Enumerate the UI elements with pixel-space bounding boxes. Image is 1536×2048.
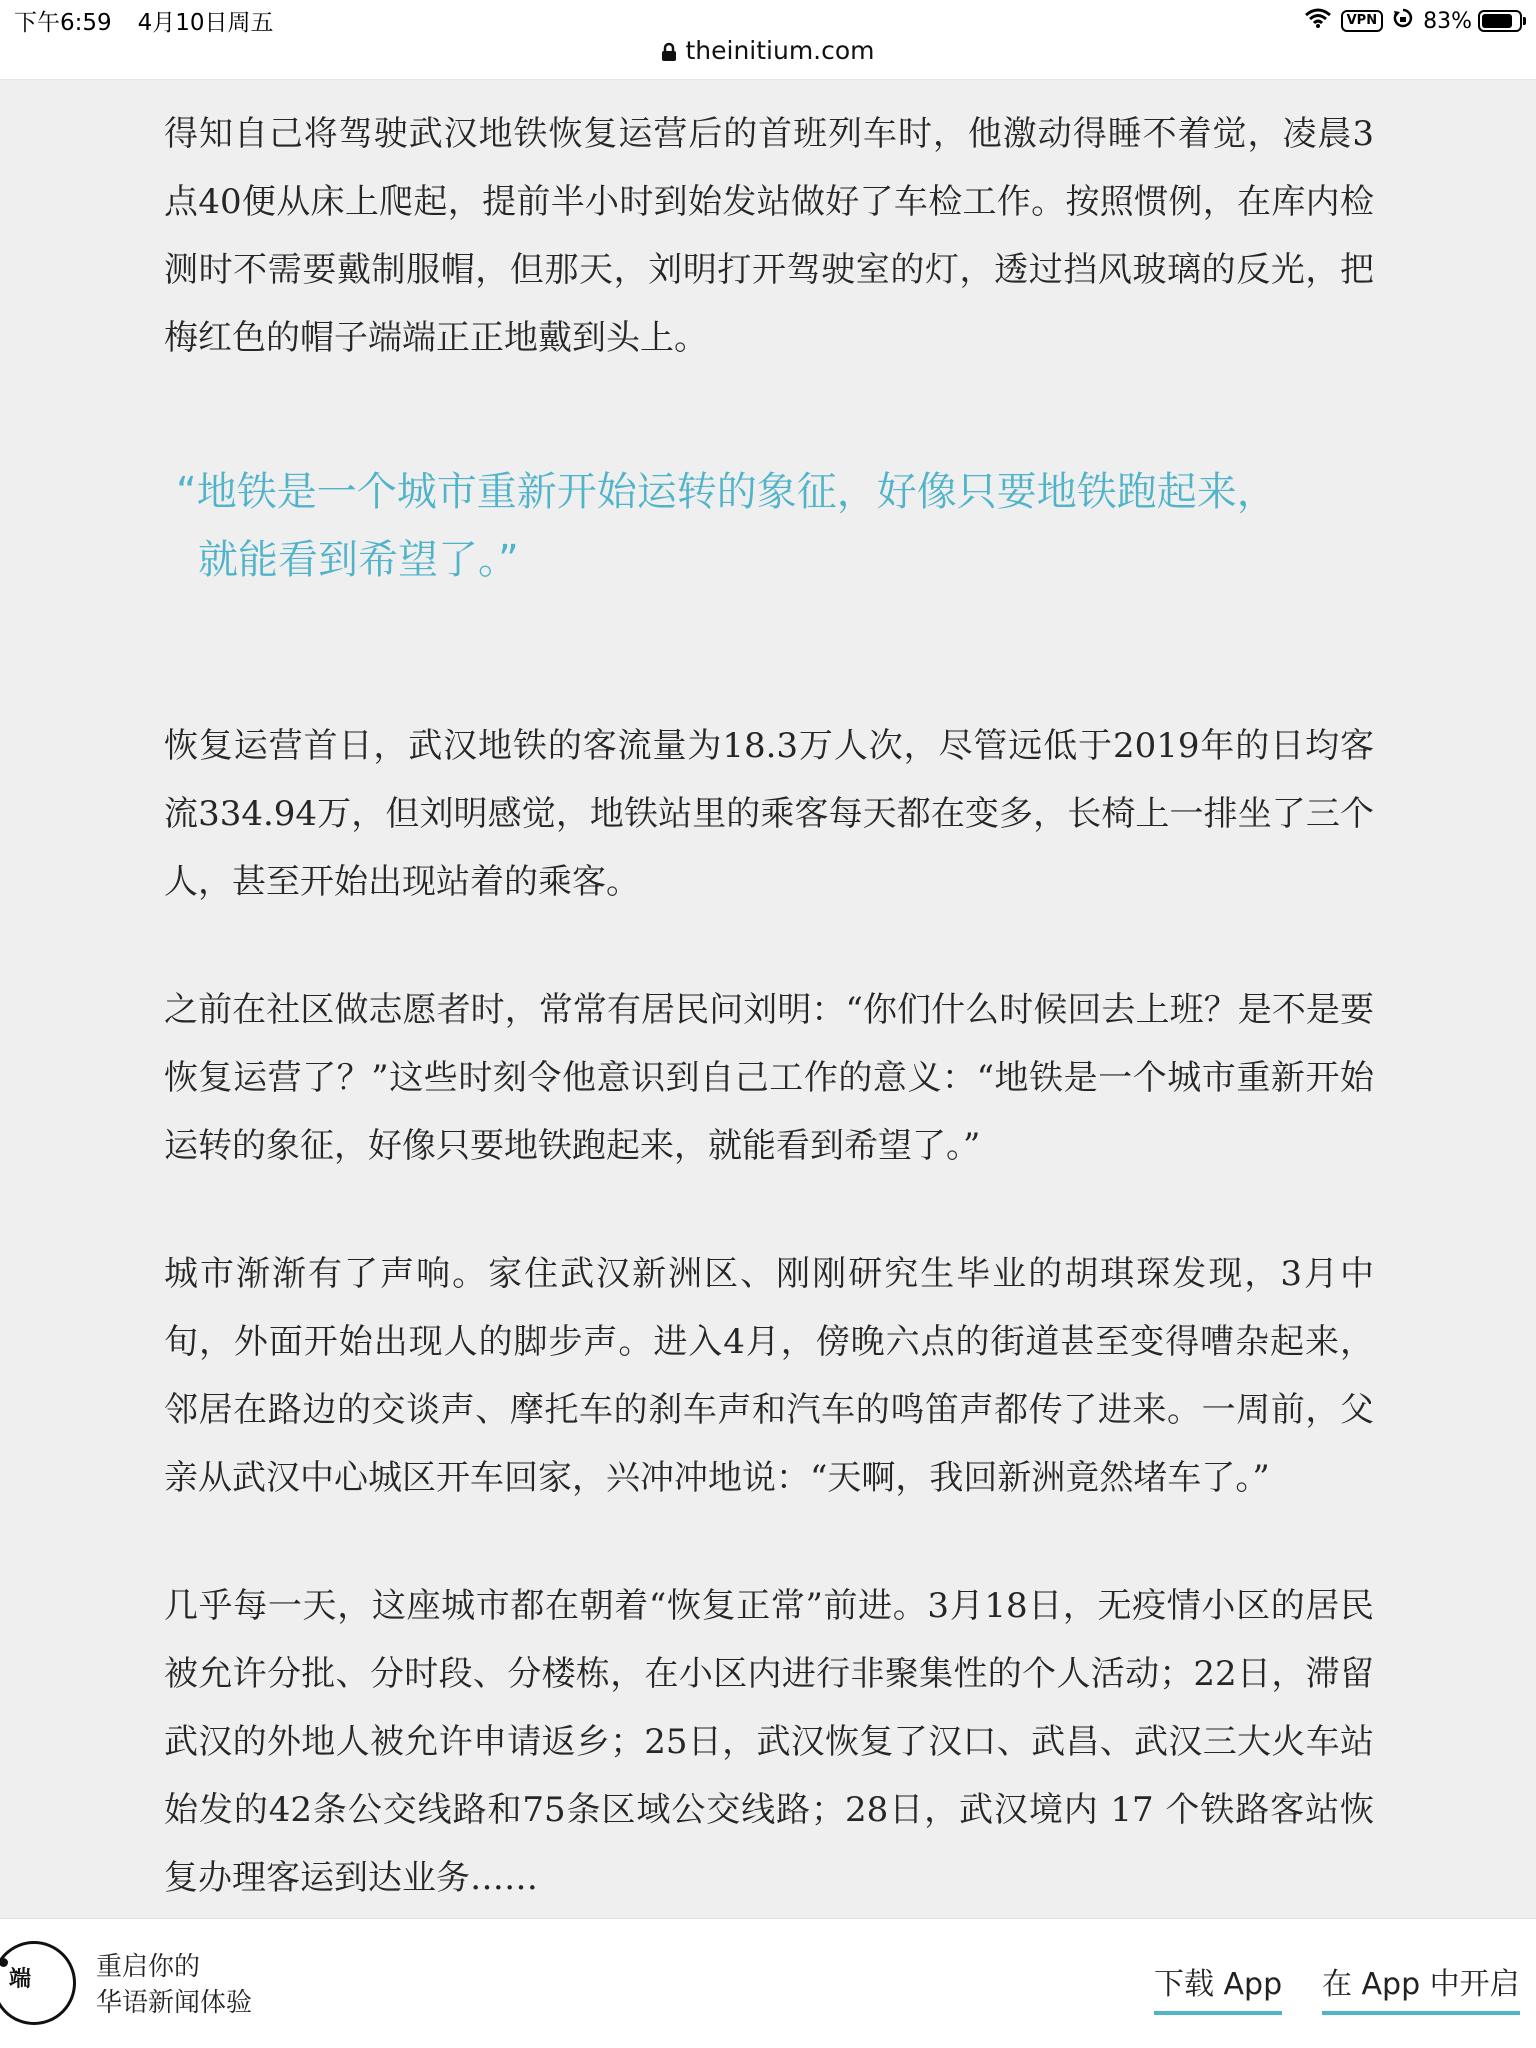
battery-icon — [1478, 10, 1522, 32]
url-domain: theinitium.com — [685, 36, 875, 65]
promo-line: 重启你的 — [96, 1952, 201, 1982]
url-bar[interactable] — [0, 36, 1536, 65]
status-left — [14, 4, 274, 37]
lock-icon — [661, 42, 677, 62]
status-bar — [0, 0, 1536, 80]
article-paragraph: 之前在社区做志愿者时，常常有居民问刘明：“你们什么时候回去上班？是不是要恢复运营了？”这些时刻令他意识到自己工作的意义：“地铁是一个城市重新开始运转的象征，好像只要地铁跑起来，就能看到希望了。” — [164, 990, 1374, 1166]
pull-quote-line: 就能看到希望了。” — [198, 537, 519, 583]
battery-percent: 83% — [1423, 8, 1472, 34]
download-app-button[interactable]: 下载 App — [1154, 1959, 1282, 2015]
status-right — [1295, 6, 1522, 36]
pull-quote — [164, 458, 1374, 594]
pull-quote-line: “地铁是一个城市重新开始运转的象征，好像只要地铁跑起来， — [176, 469, 1277, 515]
article-paragraph: 几乎每一天，这座城市都在朝着“恢复正常”前进。3月18日，无疫情小区的居民被允许分批、分时段、分楼栋，在小区内进行非聚集性的个人活动；22日，滞留武汉的外地人被允许申请返乡；25日，武汉恢复了汉口、武昌、武汉三大火车站始发的42条公交线路和75条区域公交线路；28日，武汉境内 17 个铁路客站恢复办理客运到达业务…… — [164, 1586, 1374, 1898]
vpn-badge: VPN — [1341, 10, 1383, 32]
article-paragraph: 城市渐渐有了声响。家住武汉新洲区、刚刚研究生毕业的胡琪琛发现，3月中旬，外面开始出现人的脚步声。进入4月，傍晚六点的街道甚至变得嘈杂起来，邻居在路边的交谈声、摩托车的刹车声和汽车的鸣笛声都传了进来。一周前，父亲从武汉中心城区开车回家，兴冲冲地说：“天啊，我回新洲竟然堵车了。” — [164, 1254, 1374, 1498]
initium-logo[interactable] — [0, 1941, 76, 2025]
promo-line: 华语新闻体验 — [96, 1988, 253, 2018]
status-time: 下午6:59 — [14, 10, 112, 36]
article-paragraph: 恢复运营首日，武汉地铁的客流量为18.3万人次，尽管远低于2019年的日均客流334.94万，但刘明感觉，地铁站里的乘客每天都在变多，长椅上一排坐了三个人，甚至开始出现站着的乘客。 — [164, 726, 1374, 902]
app-promo-bar — [0, 1918, 1536, 2048]
article-body — [164, 100, 1374, 1912]
promo-text — [96, 1949, 252, 2021]
status-date: 4月10日周五 — [137, 10, 274, 36]
rotation-lock-icon — [1393, 8, 1413, 34]
logo-dot — [0, 1958, 8, 1967]
open-in-app-button[interactable]: 在 App 中开启 — [1322, 1959, 1520, 2015]
battery-fill — [1482, 14, 1512, 28]
logo-text: 端 — [9, 1967, 31, 1992]
article-paragraph: 得知自己将驾驶武汉地铁恢复运营后的首班列车时，他激动得睡不着觉，凌晨3点40便从床上爬起，提前半小时到始发站做好了车检工作。按照惯例，在库内检测时不需要戴制服帽，但那天，刘明打开驾驶室的灯，透过挡风玻璃的反光，把梅红色的帽子端端正正地戴到头上。 — [164, 114, 1374, 358]
wifi-icon — [1305, 8, 1331, 34]
